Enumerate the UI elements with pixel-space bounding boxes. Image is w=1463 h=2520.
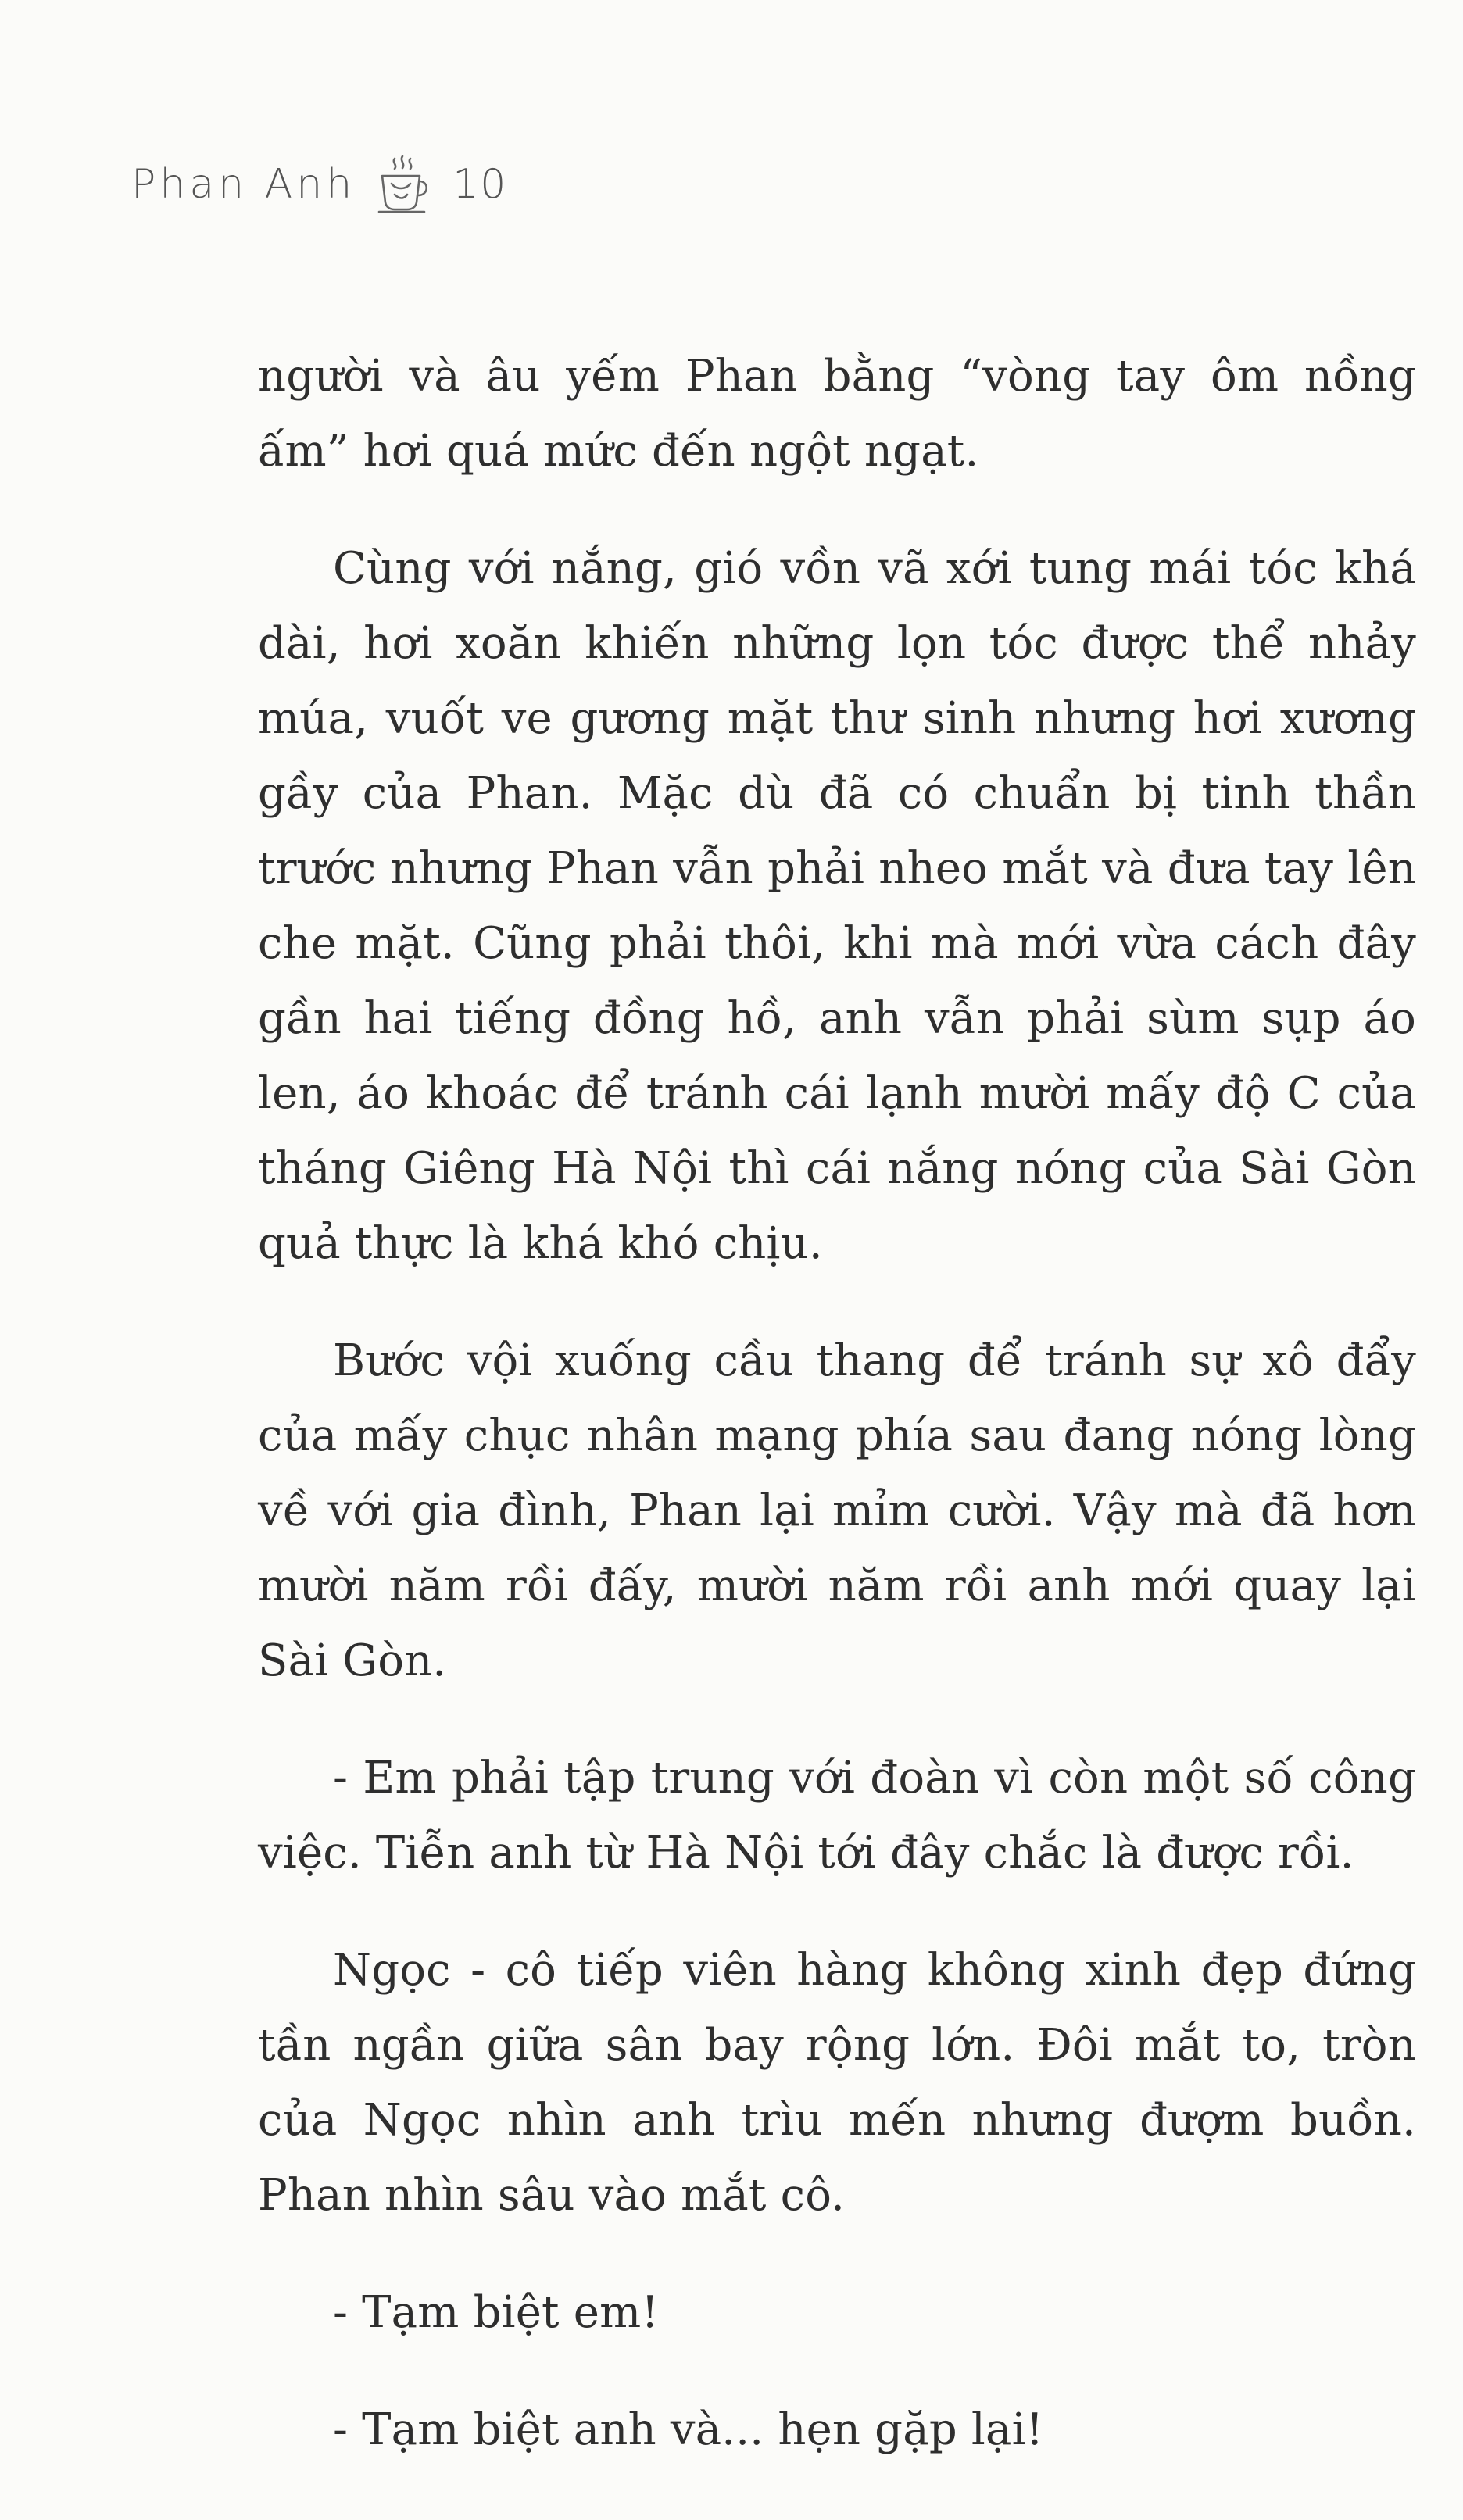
- dialogue-line: - Tạm biệt anh và... hẹn gặp lại!: [333, 2404, 1044, 2455]
- page-number: 10: [452, 161, 508, 208]
- dialogue-line: - Tạm biệt em!: [333, 2287, 660, 2338]
- body-text: [258, 339, 1416, 2468]
- dialogue-line: - Em phải tập trung với đoàn vì còn một số công việc. Tiễn anh từ Hà Nội tới đây chắc là được rồi.: [258, 1753, 1416, 1878]
- coffee-cup-icon: [376, 154, 432, 215]
- running-header: [131, 153, 507, 216]
- paragraph: Ngọc - cô tiếp viên hàng không xinh đẹp đứng tần ngần giữa sân bay rộng lớn. Đôi mắt to, tròn của Ngọc nhìn anh trìu mến nhưng đượm buồn. Phan nhìn sâu vào mắt cô.: [258, 1945, 1416, 2221]
- header-author: Phan Anh: [131, 161, 356, 208]
- paragraph: người và âu yếm Phan bằng “vòng tay ôm nồng ấm” hơi quá mức đến ngột ngạt.: [258, 351, 1416, 477]
- paragraph: Cùng với nắng, gió vồn vã xới tung mái tóc khá dài, hơi xoăn khiến những lọn tóc được thể nhảy múa, vuốt ve gương mặt thư sinh nhưng hơi xương gầy của Phan. Mặc dù đã có chuẩn bị tinh thần trước nhưng Phan vẫn phải nheo mắt và đưa tay lên che mặt. Cũng phải thôi, khi mà mới vừa cách đây gần hai tiếng đồng hồ, anh vẫn phải sùm sụp áo len, áo khoác để tránh cái lạnh mười mấy độ C của tháng Giêng Hà Nội thì cái nắng nóng của Sài Gòn quả thực là khá khó chịu.: [258, 543, 1416, 1269]
- paragraph: Bước vội xuống cầu thang để tránh sự xô đẩy của mấy chục nhân mạng phía sau đang nóng lòng về với gia đình, Phan lại mỉm cười. Vậy mà đã hơn mười năm rồi đấy, mười năm rồi anh mới quay lại Sài Gòn.: [258, 1335, 1416, 1686]
